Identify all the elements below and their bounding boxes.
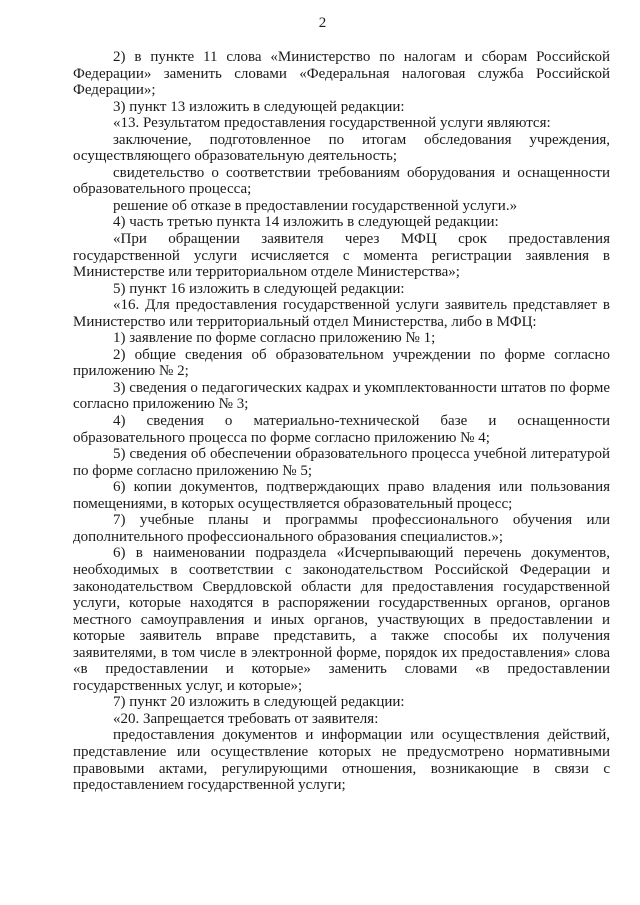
list-item-1: 1) заявление по форме согласно приложению № 1; (113, 330, 436, 347)
paragraph-mfc-term: «При обращении заявителя через МФЦ срок предоставления государственной услуги исчисляется с момента регистрации заявления в Министерстве или территориальном отделе Министерства»; (73, 231, 610, 281)
paragraph-item-6: 6) в наименовании подраздела «Исчерпывающий перечень документов, необходимых в соответствии с законодательством Российской Федерации и законодательством Свердловской области для предоставления государственной услуги, которые находятся в распоряжении государственных органов, органов местного самоуправления и иных органов, участвующих в предоставлении и которые заявитель вправе представить, а также способы их получения заявителями, в том числе в электронной форме, порядок их предоставления» слова «в предоставлении и которые» заменить словами «в предоставлении государственных услуг, и которые»; (73, 545, 610, 694)
list-item-5: 5) сведения об обеспечении образовательного процесса учебной литературой по форме согласно приложению № 5; (73, 446, 610, 479)
page-number: 2 (318, 15, 327, 31)
paragraph-prohibition: предоставления документов и информации или осуществления действий, представление или осуществление которых не предусмотрено нормативными правовыми актами, регулирующими отношения, возникающие в связи с предоставлением государственной услуги; (73, 727, 610, 794)
paragraph-item-5: 5) пункт 16 изложить в следующей редакции: (113, 280, 405, 297)
paragraph-conclusion: заключение, подготовленное по итогам обследования учреждения, осуществляющего образовательную деятельность; (73, 131, 610, 165)
paragraph-quote-13: «13. Результатом предоставления государственной услуги являются: (113, 115, 551, 132)
list-item-6: 6) копии документов, подтверждающих право владения или пользования помещениями, в которых осуществляется образовательный процесс; (73, 479, 610, 512)
list-item-3: 3) сведения о педагогических кадрах и укомплектованности штатов по форме согласно приложению № 3; (73, 379, 610, 413)
paragraph-item-7: 7) пункт 20 изложить в следующей редакции: (113, 694, 405, 711)
paragraph-refusal: решение об отказе в предоставлении государственной услуги.» (113, 197, 518, 214)
paragraph-item-3: 3) пункт 13 изложить в следующей редакции: (113, 98, 405, 115)
paragraph-item-4: 4) часть третью пункта 14 изложить в следующей редакции: (113, 214, 499, 231)
paragraph-quote-16: «16. Для предоставления государственной услуги заявитель представляет в Министерство или территориальный отдел Министерства, либо в МФЦ: (73, 297, 610, 330)
paragraph-item-2: 2) в пункте 11 слова «Министерство по налогам и сборам Российской Федерации» заменить словами «Федеральная налоговая служба Российской Федерации»; (73, 49, 610, 99)
list-item-2: 2) общие сведения об образовательном учреждении по форме согласно приложению № 2; (73, 346, 610, 380)
list-item-4: 4) сведения о материально-технической базе и оснащенности образовательного процесса по форме согласно приложению № 4; (73, 413, 610, 446)
paragraph-quote-20: «20. Запрещается требовать от заявителя: (113, 710, 379, 727)
paragraph-certificate: свидетельство о соответствии требованиям оборудования и оснащенности образовательного процесса; (73, 164, 610, 198)
list-item-7: 7) учебные планы и программы профессионального обучения или дополнительного профессионального образования специалистов.»; (73, 512, 610, 545)
